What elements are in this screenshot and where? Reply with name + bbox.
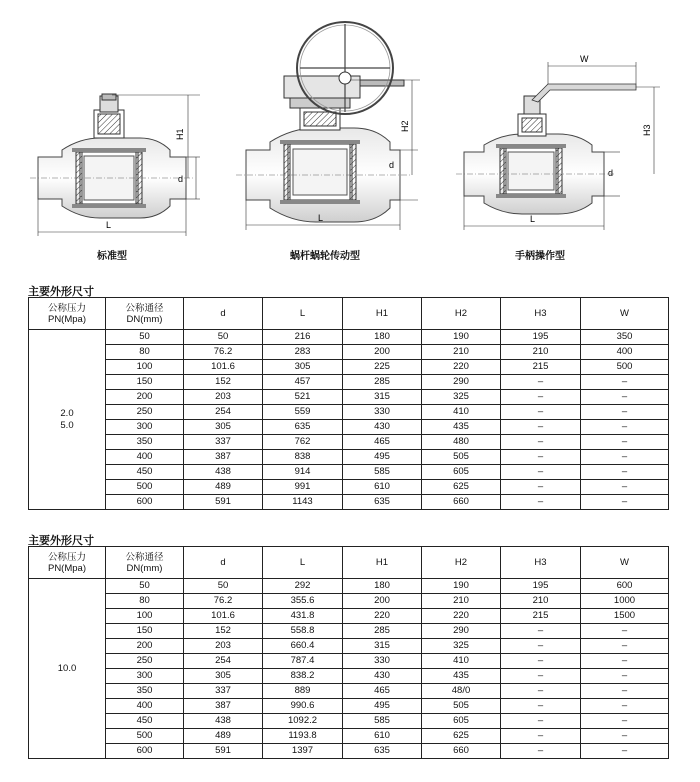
header-h1: H1 bbox=[343, 547, 422, 579]
header-w: W bbox=[581, 547, 669, 579]
cell-h3: – bbox=[501, 465, 581, 480]
cell-w: – bbox=[581, 375, 669, 390]
cell-h3: – bbox=[501, 744, 581, 759]
cell-h2: 605 bbox=[422, 465, 501, 480]
table-row bbox=[29, 639, 669, 654]
cell-h2: 435 bbox=[422, 420, 501, 435]
cell-h2: 660 bbox=[422, 744, 501, 759]
table1-title: 主要外形尺寸 bbox=[28, 286, 94, 298]
cell-dn: 80 bbox=[106, 594, 184, 609]
cell-dn: 450 bbox=[106, 714, 184, 729]
table-row bbox=[29, 435, 669, 450]
cell-d: 591 bbox=[184, 744, 263, 759]
cell-dn: 250 bbox=[106, 405, 184, 420]
cell-h3: – bbox=[501, 405, 581, 420]
cell-w: – bbox=[581, 669, 669, 684]
header-l: L bbox=[263, 298, 343, 330]
cell-h3: – bbox=[501, 729, 581, 744]
cell-l: 292 bbox=[263, 579, 343, 594]
pn-cell: 2.0 5.0 bbox=[29, 330, 106, 510]
cell-d: 438 bbox=[184, 465, 263, 480]
cell-h1: 610 bbox=[343, 480, 422, 495]
cell-l: 558.8 bbox=[263, 624, 343, 639]
cell-d: 387 bbox=[184, 699, 263, 714]
cell-w: 350 bbox=[581, 330, 669, 345]
cell-w: – bbox=[581, 435, 669, 450]
table2-body bbox=[29, 579, 669, 759]
cell-l: 1143 bbox=[263, 495, 343, 510]
cell-w: – bbox=[581, 480, 669, 495]
cell-h1: 315 bbox=[343, 639, 422, 654]
cell-h2: 410 bbox=[422, 654, 501, 669]
cell-w: – bbox=[581, 654, 669, 669]
cell-dn: 450 bbox=[106, 465, 184, 480]
cell-d: 76.2 bbox=[184, 345, 263, 360]
cell-w: – bbox=[581, 450, 669, 465]
cell-l: 457 bbox=[263, 375, 343, 390]
cell-w: – bbox=[581, 714, 669, 729]
cell-h2: 190 bbox=[422, 330, 501, 345]
cell-l: 1092.2 bbox=[263, 714, 343, 729]
cell-d: 489 bbox=[184, 729, 263, 744]
header-h1: H1 bbox=[343, 298, 422, 330]
cell-dn: 200 bbox=[106, 390, 184, 405]
cell-h1: 200 bbox=[343, 594, 422, 609]
cell-d: 591 bbox=[184, 495, 263, 510]
cell-dn: 500 bbox=[106, 480, 184, 495]
cell-h3: – bbox=[501, 669, 581, 684]
cell-w: – bbox=[581, 390, 669, 405]
cell-d: 203 bbox=[184, 390, 263, 405]
table-row bbox=[29, 405, 669, 420]
table-row bbox=[29, 699, 669, 714]
cell-h3: – bbox=[501, 480, 581, 495]
caption-standard: 标准型 bbox=[97, 251, 127, 262]
cell-d: 254 bbox=[184, 654, 263, 669]
cell-h1: 430 bbox=[343, 669, 422, 684]
table-row bbox=[29, 330, 669, 345]
cell-dn: 100 bbox=[106, 609, 184, 624]
cell-h1: 330 bbox=[343, 654, 422, 669]
cell-h1: 610 bbox=[343, 729, 422, 744]
cell-h2: 210 bbox=[422, 594, 501, 609]
cell-w: 500 bbox=[581, 360, 669, 375]
cell-h1: 585 bbox=[343, 465, 422, 480]
cell-h3: – bbox=[501, 684, 581, 699]
cell-dn: 250 bbox=[106, 654, 184, 669]
valve-drawings bbox=[0, 0, 700, 272]
cell-w: 1000 bbox=[581, 594, 669, 609]
cell-h2: 505 bbox=[422, 450, 501, 465]
dim-label-d-1: d bbox=[178, 174, 184, 184]
cell-h1: 200 bbox=[343, 345, 422, 360]
cell-dn: 50 bbox=[106, 579, 184, 594]
header-h3: H3 bbox=[501, 547, 581, 579]
cell-h3: 215 bbox=[501, 360, 581, 375]
cell-h3: 210 bbox=[501, 594, 581, 609]
cell-h2: 480 bbox=[422, 435, 501, 450]
cell-h2: 505 bbox=[422, 699, 501, 714]
cell-h3: – bbox=[501, 714, 581, 729]
cell-l: 521 bbox=[263, 390, 343, 405]
cell-h2: 220 bbox=[422, 360, 501, 375]
cell-h2: 435 bbox=[422, 669, 501, 684]
cell-h1: 220 bbox=[343, 609, 422, 624]
cell-h2: 625 bbox=[422, 480, 501, 495]
cell-l: 431.8 bbox=[263, 609, 343, 624]
dim-label-l-2: L bbox=[318, 213, 324, 223]
header-h3: H3 bbox=[501, 298, 581, 330]
cell-l: 355.6 bbox=[263, 594, 343, 609]
cell-h2: 325 bbox=[422, 639, 501, 654]
cell-h1: 495 bbox=[343, 450, 422, 465]
table-row bbox=[29, 714, 669, 729]
cell-d: 203 bbox=[184, 639, 263, 654]
cell-h1: 635 bbox=[343, 495, 422, 510]
cell-h3: 210 bbox=[501, 345, 581, 360]
cell-dn: 80 bbox=[106, 345, 184, 360]
cell-dn: 300 bbox=[106, 669, 184, 684]
cell-h2: 210 bbox=[422, 345, 501, 360]
header-h2: H2 bbox=[422, 547, 501, 579]
table-row bbox=[29, 465, 669, 480]
cell-dn: 400 bbox=[106, 450, 184, 465]
cell-d: 101.6 bbox=[184, 609, 263, 624]
cell-d: 50 bbox=[184, 579, 263, 594]
cell-h3: – bbox=[501, 390, 581, 405]
cell-h1: 430 bbox=[343, 420, 422, 435]
cell-d: 438 bbox=[184, 714, 263, 729]
cell-h1: 285 bbox=[343, 624, 422, 639]
cell-l: 660.4 bbox=[263, 639, 343, 654]
cell-l: 1193.8 bbox=[263, 729, 343, 744]
table-row bbox=[29, 480, 669, 495]
cell-h1: 585 bbox=[343, 714, 422, 729]
cell-h3: 215 bbox=[501, 609, 581, 624]
cell-h2: 290 bbox=[422, 375, 501, 390]
cell-l: 305 bbox=[263, 360, 343, 375]
cell-w: – bbox=[581, 684, 669, 699]
pn-cell: 10.0 bbox=[29, 579, 106, 759]
table-row bbox=[29, 390, 669, 405]
cell-h2: 220 bbox=[422, 609, 501, 624]
cell-h3: – bbox=[501, 624, 581, 639]
cell-d: 387 bbox=[184, 450, 263, 465]
table-row bbox=[29, 420, 669, 435]
cell-h1: 465 bbox=[343, 684, 422, 699]
table-header-row bbox=[29, 298, 669, 330]
cell-dn: 300 bbox=[106, 420, 184, 435]
table-row bbox=[29, 729, 669, 744]
cell-d: 254 bbox=[184, 405, 263, 420]
cell-w: – bbox=[581, 624, 669, 639]
table-row bbox=[29, 609, 669, 624]
cell-d: 305 bbox=[184, 669, 263, 684]
cell-w: 400 bbox=[581, 345, 669, 360]
cell-h3: – bbox=[501, 654, 581, 669]
cell-h1: 285 bbox=[343, 375, 422, 390]
cell-dn: 150 bbox=[106, 375, 184, 390]
cell-h2: 605 bbox=[422, 714, 501, 729]
table-row bbox=[29, 360, 669, 375]
cell-d: 50 bbox=[184, 330, 263, 345]
cell-dn: 350 bbox=[106, 435, 184, 450]
dim-label-h1: H1 bbox=[175, 128, 185, 140]
cell-w: – bbox=[581, 639, 669, 654]
dim-label-h2: H2 bbox=[400, 120, 410, 132]
cell-dn: 350 bbox=[106, 684, 184, 699]
cell-h2: 190 bbox=[422, 579, 501, 594]
cell-w: – bbox=[581, 729, 669, 744]
cell-w: 600 bbox=[581, 579, 669, 594]
cell-h3: 195 bbox=[501, 330, 581, 345]
header-dn: 公称通径 DN(mm) bbox=[106, 298, 184, 330]
cell-h2: 410 bbox=[422, 405, 501, 420]
cell-h1: 225 bbox=[343, 360, 422, 375]
table-row bbox=[29, 579, 669, 594]
cell-h1: 635 bbox=[343, 744, 422, 759]
cell-h3: – bbox=[501, 699, 581, 714]
cell-h2: 625 bbox=[422, 729, 501, 744]
cell-w: – bbox=[581, 420, 669, 435]
table-row bbox=[29, 375, 669, 390]
dim-label-w: W bbox=[580, 54, 589, 64]
cell-l: 559 bbox=[263, 405, 343, 420]
dimensions-table-1 bbox=[28, 297, 669, 510]
cell-d: 76.2 bbox=[184, 594, 263, 609]
header-pn: 公称压力 PN(Mpa) bbox=[29, 547, 106, 579]
cell-h3: – bbox=[501, 639, 581, 654]
cell-dn: 200 bbox=[106, 639, 184, 654]
standard-valve-drawing bbox=[30, 94, 200, 236]
caption-handle: 手柄操作型 bbox=[515, 251, 565, 262]
cell-h2: 48/0 bbox=[422, 684, 501, 699]
cell-l: 787.4 bbox=[263, 654, 343, 669]
worm-gear-valve-drawing bbox=[236, 22, 420, 230]
header-dn: 公称通径 DN(mm) bbox=[106, 547, 184, 579]
cell-dn: 400 bbox=[106, 699, 184, 714]
caption-worm-gear: 蜗杆蜗轮传动型 bbox=[290, 251, 360, 262]
cell-l: 283 bbox=[263, 345, 343, 360]
cell-d: 337 bbox=[184, 684, 263, 699]
cell-h1: 180 bbox=[343, 330, 422, 345]
cell-h1: 180 bbox=[343, 579, 422, 594]
table-row bbox=[29, 744, 669, 759]
handle-valve-drawing bbox=[456, 62, 660, 230]
cell-dn: 500 bbox=[106, 729, 184, 744]
cell-l: 990.6 bbox=[263, 699, 343, 714]
header-w: W bbox=[581, 298, 669, 330]
cell-l: 1397 bbox=[263, 744, 343, 759]
dim-label-l-1: L bbox=[106, 220, 112, 230]
dim-label-l-3: L bbox=[530, 214, 536, 224]
cell-h2: 325 bbox=[422, 390, 501, 405]
cell-d: 489 bbox=[184, 480, 263, 495]
cell-h2: 290 bbox=[422, 624, 501, 639]
cell-h2: 660 bbox=[422, 495, 501, 510]
cell-w: – bbox=[581, 465, 669, 480]
header-h2: H2 bbox=[422, 298, 501, 330]
cell-l: 838.2 bbox=[263, 669, 343, 684]
cell-dn: 150 bbox=[106, 624, 184, 639]
cell-h3: – bbox=[501, 495, 581, 510]
header-d: d bbox=[184, 298, 263, 330]
table-row bbox=[29, 345, 669, 360]
cell-dn: 50 bbox=[106, 330, 184, 345]
cell-l: 991 bbox=[263, 480, 343, 495]
dim-label-d-2: d bbox=[389, 160, 395, 170]
cell-d: 305 bbox=[184, 420, 263, 435]
header-pn: 公称压力 PN(Mpa) bbox=[29, 298, 106, 330]
cell-l: 762 bbox=[263, 435, 343, 450]
cell-dn: 600 bbox=[106, 744, 184, 759]
cell-h1: 465 bbox=[343, 435, 422, 450]
table1-body bbox=[29, 330, 669, 510]
cell-d: 101.6 bbox=[184, 360, 263, 375]
dimensions-table-2 bbox=[28, 546, 669, 759]
cell-h1: 330 bbox=[343, 405, 422, 420]
header-l: L bbox=[263, 547, 343, 579]
table-row bbox=[29, 450, 669, 465]
header-d: d bbox=[184, 547, 263, 579]
table-row bbox=[29, 684, 669, 699]
table-row bbox=[29, 594, 669, 609]
cell-w: – bbox=[581, 495, 669, 510]
table-row bbox=[29, 669, 669, 684]
table-row bbox=[29, 495, 669, 510]
cell-l: 635 bbox=[263, 420, 343, 435]
table-row bbox=[29, 654, 669, 669]
cell-h3: – bbox=[501, 450, 581, 465]
cell-d: 337 bbox=[184, 435, 263, 450]
cell-h1: 315 bbox=[343, 390, 422, 405]
cell-l: 216 bbox=[263, 330, 343, 345]
cell-l: 914 bbox=[263, 465, 343, 480]
cell-w: 1500 bbox=[581, 609, 669, 624]
cell-l: 889 bbox=[263, 684, 343, 699]
cell-dn: 100 bbox=[106, 360, 184, 375]
cell-h3: – bbox=[501, 375, 581, 390]
table-header-row bbox=[29, 547, 669, 579]
table-row bbox=[29, 624, 669, 639]
cell-l: 838 bbox=[263, 450, 343, 465]
cell-w: – bbox=[581, 405, 669, 420]
cell-h3: – bbox=[501, 435, 581, 450]
dim-label-h3: H3 bbox=[642, 124, 652, 136]
cell-h1: 495 bbox=[343, 699, 422, 714]
cell-w: – bbox=[581, 699, 669, 714]
cell-h3: 195 bbox=[501, 579, 581, 594]
cell-d: 152 bbox=[184, 375, 263, 390]
cell-w: – bbox=[581, 744, 669, 759]
cell-h3: – bbox=[501, 420, 581, 435]
table2-title: 主要外形尺寸 bbox=[28, 535, 94, 547]
dim-label-d-3: d bbox=[608, 168, 614, 178]
cell-d: 152 bbox=[184, 624, 263, 639]
cell-dn: 600 bbox=[106, 495, 184, 510]
